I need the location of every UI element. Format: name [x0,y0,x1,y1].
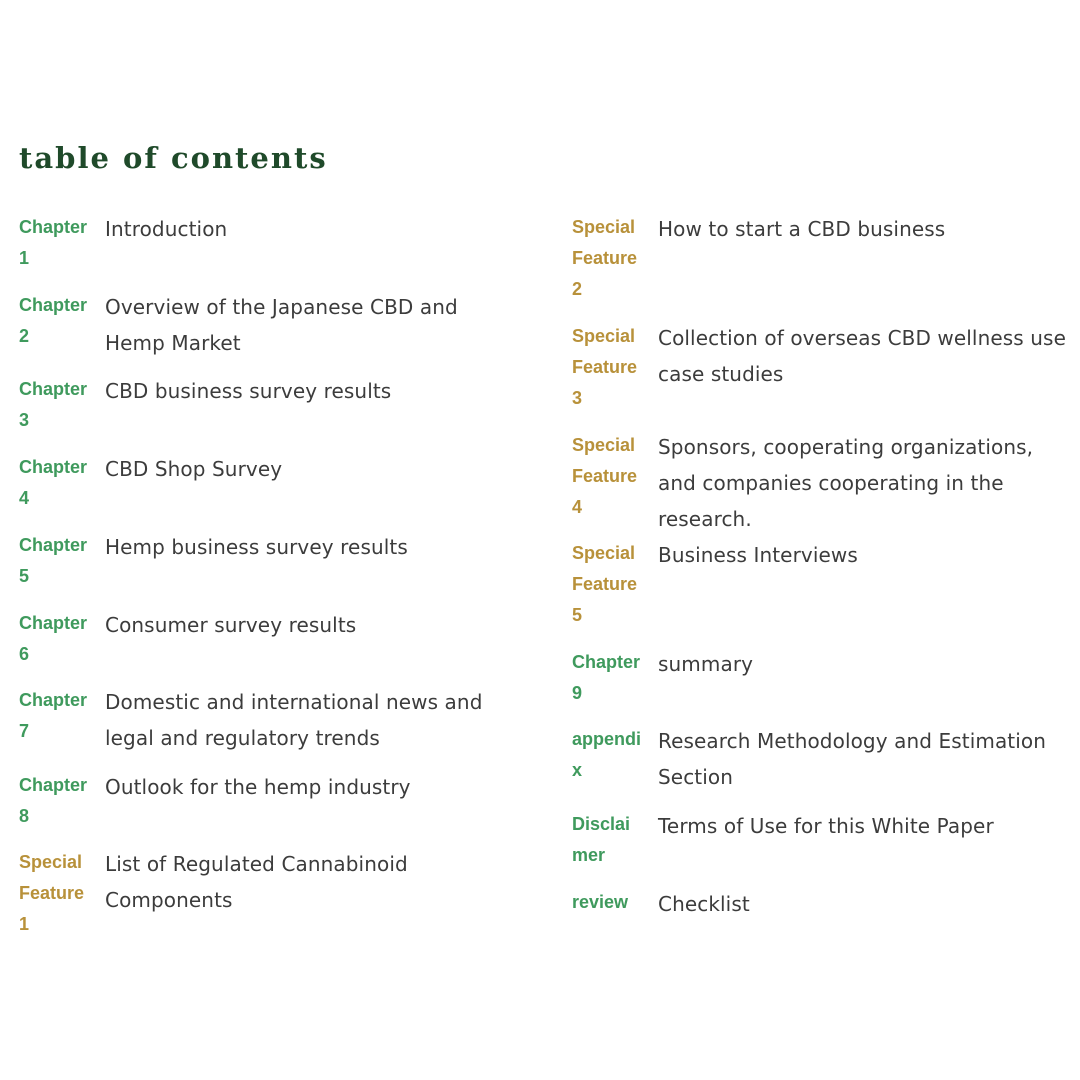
toc-entry-title: How to start a CBD business [658,217,946,241]
toc-entry-chapter-5[interactable] [19,529,519,607]
page-title: table of contents [19,141,328,175]
toc-entry-chapter-6[interactable] [19,607,519,684]
toc-entry-label: Chapter 4 [19,457,88,508]
toc-entry-label: appendix [572,729,642,780]
toc-entry-label: Special Feature 1 [19,852,85,934]
toc-entry-chapter-1[interactable] [19,211,519,289]
toc-entry-title: Checklist [658,892,750,916]
toc-entry-title: Sponsors, cooperating organizations, and companies cooperating in the research. [658,435,1034,531]
toc-entry-title: CBD business survey results [105,379,392,403]
toc-entry-title: Collection of overseas CBD wellness use case studies [658,326,1066,386]
toc-entry-label: Chapter 7 [19,690,88,741]
toc-entry-chapter-2[interactable] [19,289,519,373]
toc-entry-label: Special Feature 2 [572,217,638,299]
toc-entry-label: Chapter 8 [19,775,88,826]
toc-entry-label: review [572,892,629,912]
toc-entry-special-feature-1[interactable] [19,846,519,946]
toc-entry-title: Consumer survey results [105,613,357,637]
toc-entry-title: Business Interviews [658,543,858,567]
toc-entry-title: summary [658,652,754,676]
toc-entry-label: Chapter 5 [19,535,88,586]
toc-entry-label: Chapter 3 [19,379,88,430]
toc-entry-title: Outlook for the hemp industry [105,775,411,799]
toc-entry-title: Introduction [105,217,228,241]
toc-entry-appendix[interactable] [572,723,1072,808]
toc-entry-title: CBD Shop Survey [105,457,283,481]
toc-entry-chapter-9[interactable] [572,646,1072,723]
toc-entry-title: Terms of Use for this White Paper [658,814,994,838]
toc-entry-special-feature-4[interactable] [572,429,1072,537]
toc-entry-label: Disclaimer [572,814,631,865]
toc-entry-review[interactable] [572,886,1072,946]
toc-entry-title: Hemp business survey results [105,535,408,559]
toc-entry-special-feature-5[interactable] [572,537,1072,646]
toc-left-column [19,211,519,946]
toc-entry-special-feature-3[interactable] [572,320,1072,429]
toc-entry-label: Special Feature 4 [572,435,638,517]
toc-entry-title: Overview of the Japanese CBD and Hemp Market [105,295,458,355]
toc-entry-label: Chapter 6 [19,613,88,664]
toc-entry-chapter-3[interactable] [19,373,519,451]
toc-entry-title: Domestic and international news and legal and regulatory trends [105,690,483,750]
toc-entry-title: List of Regulated Cannabinoid Components [105,852,408,912]
toc-right-column [572,211,1072,946]
toc-entry-chapter-4[interactable] [19,451,519,529]
toc-entry-chapter-7[interactable] [19,684,519,769]
toc-entry-label: Special Feature 3 [572,326,638,408]
toc-entry-label: Chapter 1 [19,217,88,268]
toc-entry-special-feature-2[interactable] [572,211,1072,320]
toc-entry-title: Research Methodology and Estimation Section [658,729,1047,789]
toc-entry-label: Special Feature 5 [572,543,638,625]
toc-entry-chapter-8[interactable] [19,769,519,846]
toc-entry-disclaimer[interactable] [572,808,1072,886]
toc-entry-label: Chapter 9 [572,652,641,703]
toc-entry-label: Chapter 2 [19,295,88,346]
